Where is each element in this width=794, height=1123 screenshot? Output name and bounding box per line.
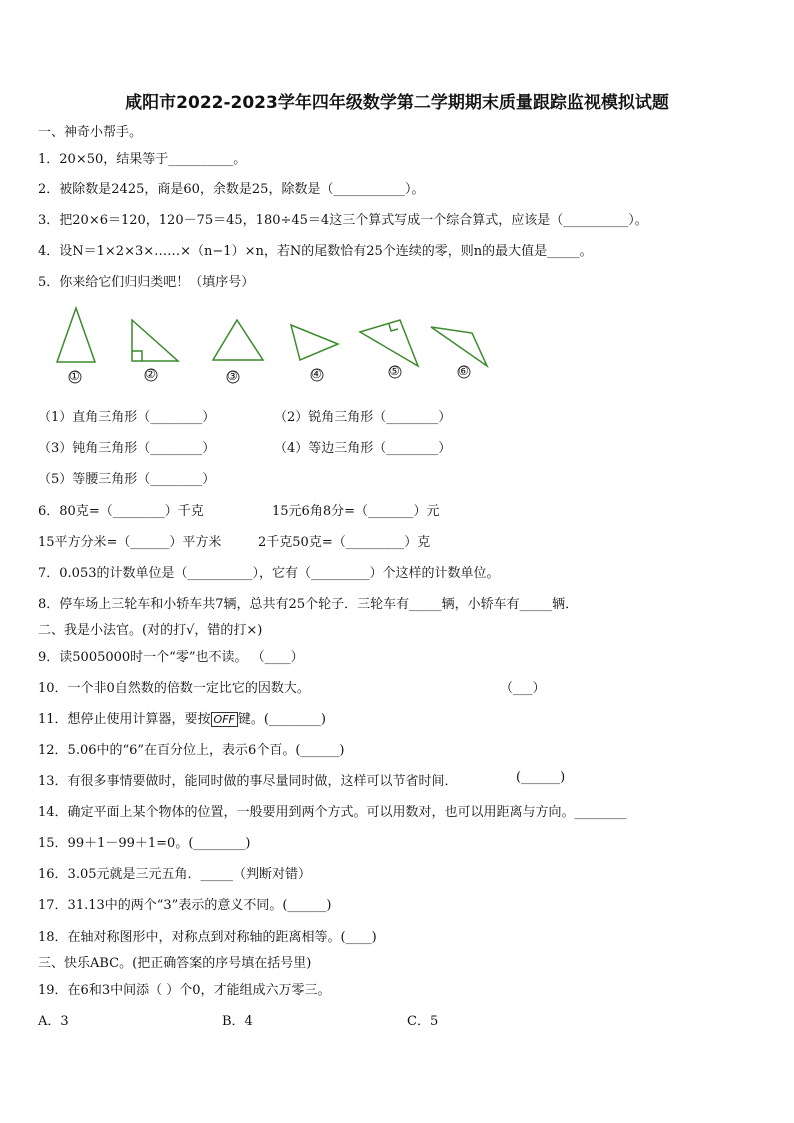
right-angle-mark-5 [389,324,398,331]
question-7: 7．0.053的计数单位是（__________），它有（_________）个这样的计数单位。 [38,566,500,581]
question-15: 15．99＋1－99＋1=0。(________) [38,836,251,851]
question-6d: 2千克50克=（_________）克 [258,535,431,550]
triangle-6 [431,327,487,366]
option-c: C．5 [407,1014,439,1029]
triangle-5 [360,320,418,366]
triangle-2 [132,320,178,361]
question-10-blank: （___） [500,681,546,696]
page-title: 咸阳市2022-2023学年四年级数学第二学期期末质量跟踪监视模拟试题 [125,93,669,113]
section-heading-2: 二、我是小法官。(对的打√，错的打×) [38,623,263,638]
question-11 [38,708,326,727]
question-11-text: 11．想停止使用计算器，要按 [38,712,211,727]
triangle-1 [57,308,95,362]
shape-label-4: ④ [311,367,322,381]
question-6c: 15平方分米=（______）平方米 [38,535,222,550]
option-a: A．3 [38,1014,69,1029]
question-18: 18．在轴对称图形中，对称点到对称轴的距离相等。(____) [38,930,377,945]
shape-label-1: ① [69,369,80,383]
question-5-2: （2）锐角三角形（________） [274,410,452,425]
right-angle-mark [132,351,142,361]
question-11-blank: 键。(________) [237,712,327,727]
question-5-4: （4）等边三角形（________） [274,441,452,456]
triangle-4 [291,325,338,360]
question-5-5: （5）等腰三角形（________） [38,472,216,487]
triangle-3 [213,320,263,360]
shape-label-6: ⑥ [458,364,469,378]
question-9: 9．读5005000时一个“零”也不读。 （____） [38,650,304,665]
question-3: 3．把20×6＝120，120－75＝45，180÷45＝4这三个算式写成一个综合算式，应该是（__________）。 [38,213,648,228]
question-2: 2．被除数是2425，商是60，余数是25，除数是（___________）。 [38,182,425,197]
shape-label-5: ⑤ [389,364,400,378]
question-1: 1．20×50，结果等于__________。 [38,152,247,167]
question-5-1: （1）直角三角形（________） [38,410,216,425]
question-13-blank: (______) [516,770,566,785]
question-6a: 6．80克=（________）千克 [38,504,204,519]
question-4: 4．设N＝1×2×3×……×（n−1）×n，若N的尾数恰有25个连续的零，则n的最大值是_____。 [38,244,593,259]
section-heading-3: 三、快乐ABC。(把正确答案的序号填在括号里) [38,956,312,971]
question-10: 10．一个非0自然数的倍数一定比它的因数大。 [38,681,310,696]
question-17: 17．31.13中的两个“3”表示的意义不同。(______) [38,898,332,913]
question-12: 12．5.06中的“6”在百分位上，表示6个百。(______) [38,743,345,758]
option-b: B．4 [222,1014,253,1029]
question-5: 5．你来给它们归归类吧！（填序号） [38,275,255,290]
question-16: 16．3.05元就是三元五角．_____（判断对错） [38,867,311,882]
shape-label-2: ② [145,367,156,381]
section-heading-1: 一、神奇小帮手。 [38,125,143,140]
question-5-3: （3）钝角三角形（________） [38,441,216,456]
question-14: 14．确定平面上某个物体的位置，一般要用到两个方式。可以用数对，也可以用距离与方向。________ [38,805,627,820]
question-6b: 15元6角8分=（_______）元 [272,504,440,519]
question-13: 13．有很多事情要做时，能同时做的事尽量同时做，这样可以节省时间． [38,774,458,789]
shape-label-3: ③ [227,369,238,383]
question-19: 19．在6和3中间添（ ）个0，才能组成六万零三。 [38,983,331,998]
triangles-figure [40,300,510,390]
question-8: 8．停车场上三轮车和小轿车共7辆，总共有25个轮子．三轮车有_____辆，小轿车有_____辆． [38,597,579,612]
off-key: OFF [211,712,238,727]
